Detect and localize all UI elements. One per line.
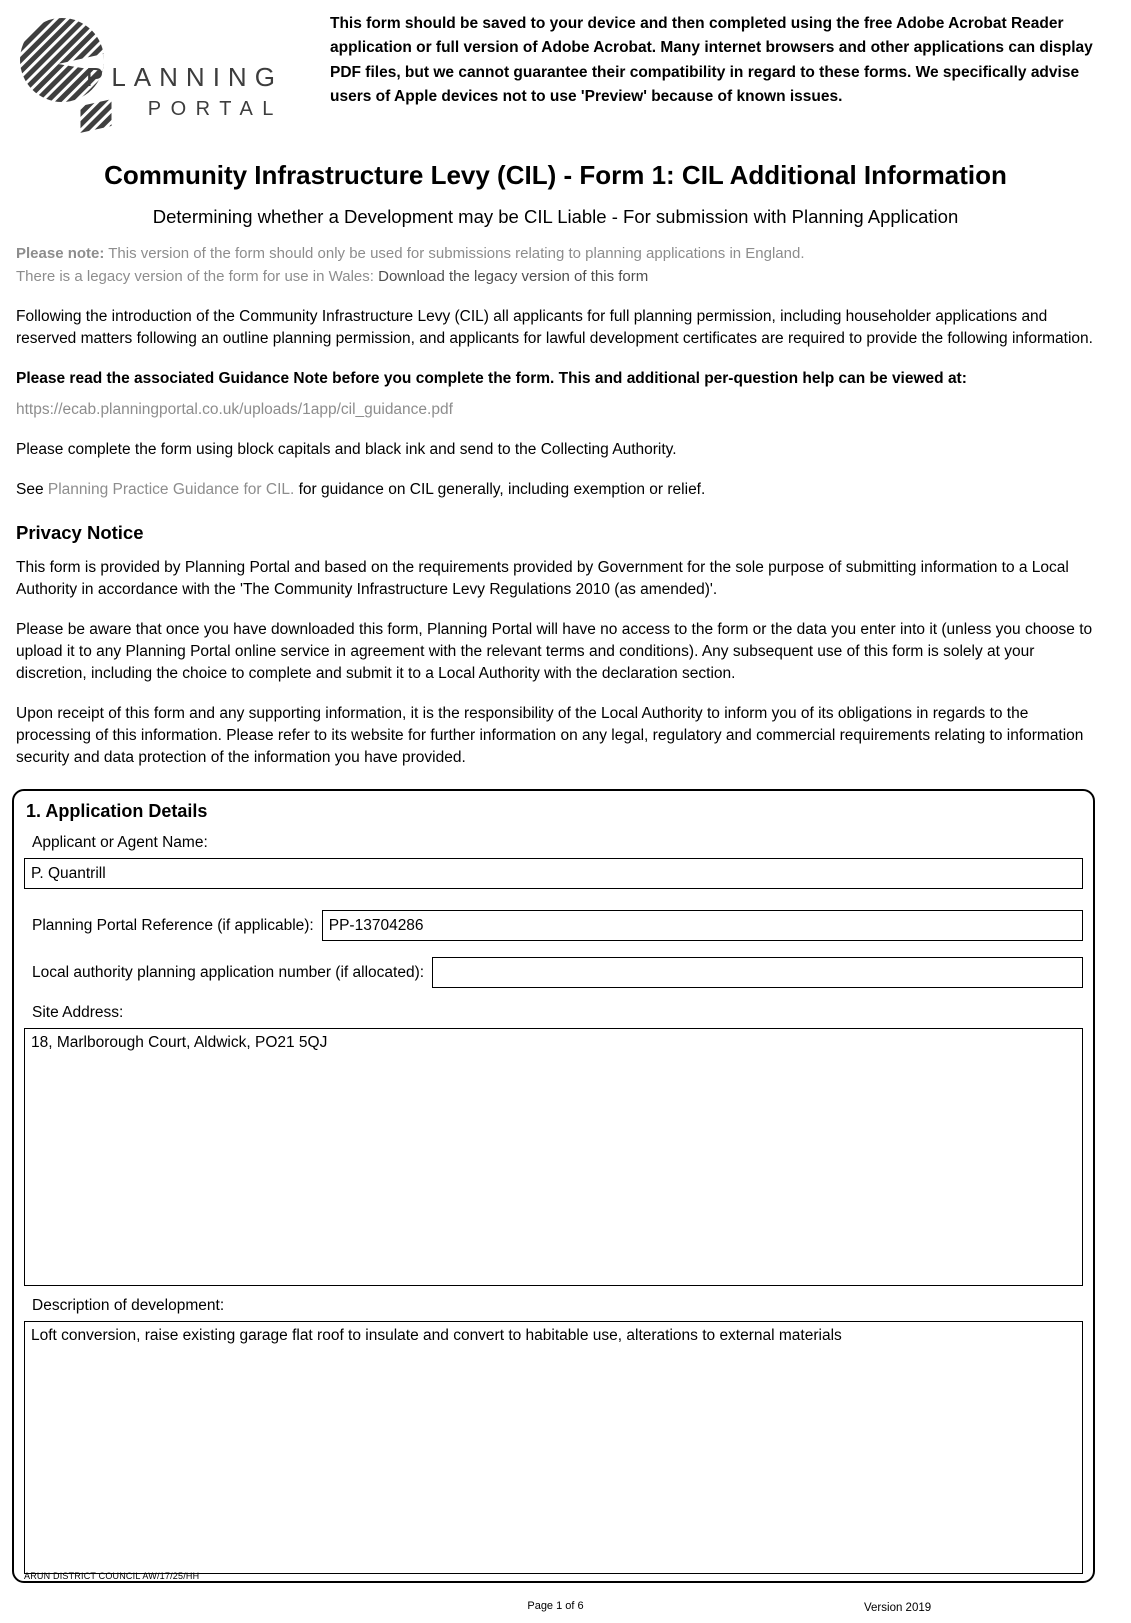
council-reference-stamp: ARUN DISTRICT COUNCIL AW/17/25/HH: [24, 1571, 200, 1581]
description-field[interactable]: Loft conversion, raise existing garage flat roof to insulate and convert to habitable use, alterations to external materials: [24, 1321, 1083, 1574]
privacy-paragraph-1: This form is provided by Planning Portal and based on the requirements provided by Government for the sole purpose of submitting information to a Local Authority in accordance with the 'The Community Infrastructure Levy Regulations 2010 (as amended)'.: [16, 559, 1069, 598]
guidance-note-bold: Please read the associated Guidance Note before you complete the form. This and additional per-question help can be viewed at:: [16, 370, 967, 387]
practice-guidance-link[interactable]: Planning Practice Guidance for CIL.: [47, 481, 295, 498]
england-wales-note: [16, 243, 1095, 288]
please-note-label: Please note:: [16, 245, 105, 262]
logo-wordmark: [86, 62, 283, 121]
logo-text-portal: PORTAL: [147, 98, 283, 120]
see-guidance-line: [16, 479, 1095, 501]
privacy-paragraph-2: Please be aware that once you have downloaded this form, Planning Portal will have no access to the form or the data you enter into it (unless you choose to upload it to any Planning Portal online service in agreement with the relevant terms and conditions). Any subsequent use of this form is solely at your discretion, including the choice to complete and submit it to a Local Authority with the declaration section.: [16, 621, 1093, 682]
pp-reference-field[interactable]: PP-13704286: [322, 910, 1083, 941]
la-number-label: Local authority planning application number (if allocated):: [32, 963, 425, 981]
form-title: Community Infrastructure Levy (CIL) - Form 1: CIL Additional Information: [104, 160, 1007, 190]
application-details-section: [12, 789, 1095, 1583]
site-address-field[interactable]: 18, Marlborough Court, Aldwick, PO21 5QJ: [24, 1028, 1083, 1286]
form-version: Version 2019: [864, 1602, 932, 1614]
la-number-row: [24, 957, 1083, 988]
note-line1: This version of the form should only be used for submissions relating to planning applications in England.: [104, 245, 805, 262]
page-number: Page 1 of 6: [527, 1600, 584, 1612]
la-number-field[interactable]: [432, 957, 1083, 988]
guidance-pdf-link[interactable]: https://ecab.planningportal.co.uk/uploads/1app/cil_guidance.pdf: [16, 401, 453, 418]
logo-text-planning: PLANNING: [86, 62, 283, 92]
form-subtitle: Determining whether a Development may be CIL Liable - For submission with Planning Application: [152, 206, 959, 227]
applicant-name-field[interactable]: P. Quantrill: [24, 858, 1083, 889]
planning-portal-logo: [16, 10, 304, 142]
privacy-paragraph-3: Upon receipt of this form and any supporting information, it is the responsibility of the Local Authority to inform you of its obligations in regards to the processing of this information. Please refer to its website for further information on any legal, regulatory and commercial requirements relating to information security and data protection of the information you have provided.: [16, 705, 1084, 766]
page-footer: [16, 1591, 1095, 1623]
see-prefix: See: [16, 481, 48, 498]
pp-reference-row: [24, 910, 1083, 941]
applicant-name-label: Applicant or Agent Name:: [32, 834, 208, 851]
see-suffix: for guidance on CIL generally, including exemption or relief.: [294, 481, 706, 498]
block-capitals-note: Please complete the form using block capitals and black ink and send to the Collecting Authority.: [16, 441, 677, 458]
description-label: Description of development:: [32, 1297, 225, 1314]
page-header: [16, 10, 1095, 142]
pp-reference-label: Planning Portal Reference (if applicable):: [32, 916, 314, 934]
intro-paragraph: Following the introduction of the Community Infrastructure Levy (CIL) all applicants for full planning permission, including householder applications and reserved matters following an outline planning permission, and applicants for lawful development certificates are required to provide the following information.: [16, 308, 1093, 347]
privacy-notice-heading: Privacy Notice: [16, 522, 144, 543]
legacy-form-link[interactable]: Download the legacy version of this form: [378, 267, 649, 285]
site-address-label: Site Address:: [32, 1004, 124, 1021]
note-line2-prefix: There is a legacy version of the form for use in Wales:: [16, 267, 379, 285]
section-1-heading: 1. Application Details: [26, 801, 208, 821]
adobe-save-notice: This form should be saved to your device and then completed using the free Adobe Acrobat Reader application or full version of Adobe Acrobat. Many internet browsers and other applications can display PDF files, but we cannot guarantee their compatibility in regard to these forms. We specifically advise users of Apple devices not to use 'Preview' because of known issues.: [330, 15, 1093, 106]
